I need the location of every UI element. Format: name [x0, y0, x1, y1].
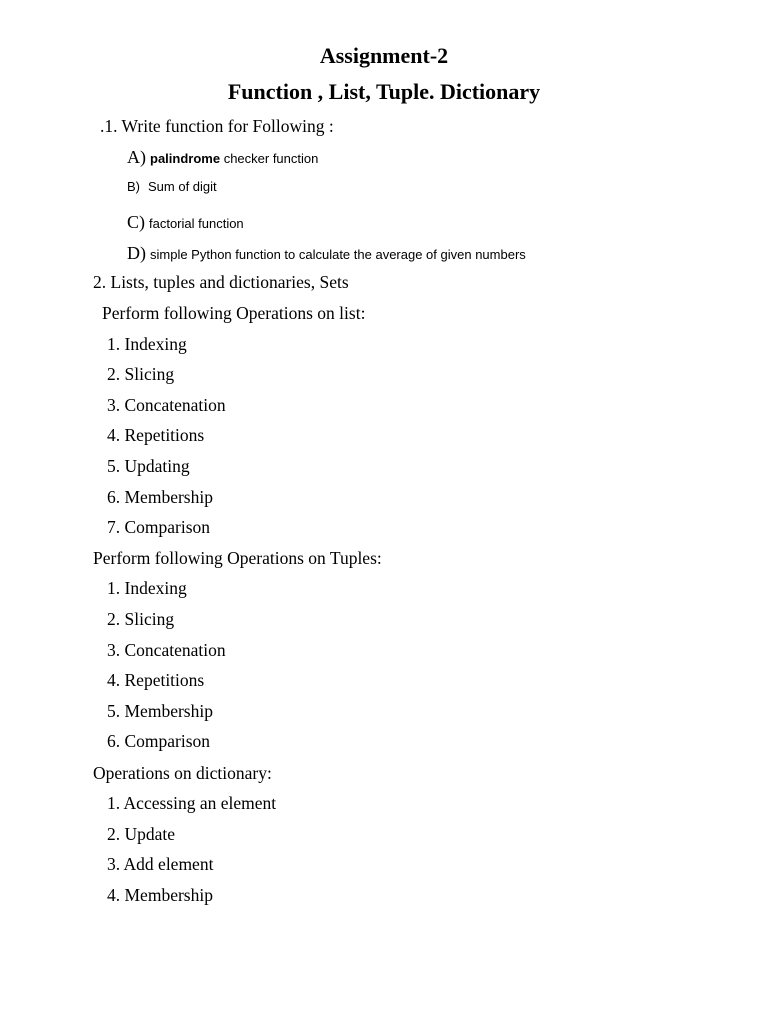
tuple-item: 2. Slicing [107, 609, 175, 629]
q1-item-d-letter: D) [127, 243, 146, 263]
dict-item: 3. Add element [107, 854, 214, 874]
dict-item: 4. Membership [107, 885, 213, 905]
tuple-item: 6. Comparison [107, 731, 211, 751]
list-item: 2. Slicing [107, 364, 175, 384]
tuple-item: 3. Concatenation [107, 640, 226, 660]
tuple-section-heading: Perform following Operations on Tuples: [93, 548, 382, 568]
q1-item-d [127, 244, 526, 263]
q1-item-c-text: factorial function [149, 216, 244, 231]
list-item: 4. Repetitions [107, 425, 205, 445]
q1-item-a [127, 148, 318, 167]
q1-item-a-bold: palindrome [150, 151, 221, 166]
tuple-item: 4. Repetitions [107, 670, 205, 690]
q1-item-b-letter: B) [127, 179, 140, 194]
list-item: 6. Membership [107, 487, 213, 507]
q1-item-a-text: checker function [220, 151, 319, 166]
document-title: Assignment-2 [319, 43, 449, 68]
tuple-item: 1. Indexing [107, 578, 187, 598]
tuple-item: 5. Membership [107, 701, 213, 721]
list-section-heading: Perform following Operations on list: [102, 303, 366, 323]
q1-item-b-text: Sum of digit [148, 179, 217, 194]
q1-item-c [127, 213, 244, 232]
q1-item-b [127, 179, 217, 195]
dict-item: 2. Update [107, 824, 176, 844]
q1-item-d-text: simple Python function to calculate the average of given numbers [150, 247, 526, 262]
list-item: 1. Indexing [107, 334, 187, 354]
list-item: 5. Updating [107, 456, 190, 476]
q1-item-c-letter: C) [127, 212, 145, 232]
list-item: 7. Comparison [107, 517, 211, 537]
dict-item: 1. Accessing an element [107, 793, 277, 813]
document-subtitle: Function , List, Tuple. Dictionary [227, 79, 541, 104]
q2-heading: 2. Lists, tuples and dictionaries, Sets [93, 272, 349, 292]
dict-section-heading: Operations on dictionary: [93, 763, 272, 783]
q1-heading: .1. Write function for Following : [100, 116, 334, 136]
q1-item-a-letter: A) [127, 147, 146, 167]
list-item: 3. Concatenation [107, 395, 226, 415]
